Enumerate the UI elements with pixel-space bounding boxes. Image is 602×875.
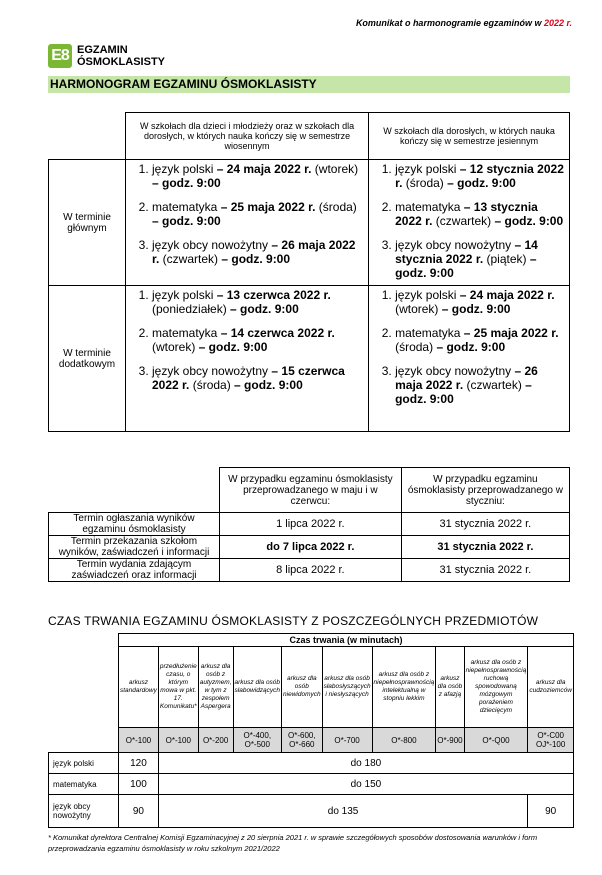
duration-col-head: arkusz dla osób z afazją — [436, 647, 464, 728]
duration-col-head: arkusz dla osób słabosłyszących i niesłyszących — [322, 647, 372, 728]
schedule-item: 2. matematyka – 14 czerwca 2022 r. (wtorek) – godz. 9:00 — [152, 326, 364, 354]
results-row — [49, 513, 570, 536]
results-value-jan: 31 stycznia 2022 r. — [401, 513, 569, 536]
logo-line2: ÓSMOKLASISTY — [77, 56, 166, 68]
duration-col-head: arkusz dla osób z niepełnosprawnością ruchową spowodowaną mózgowym porażeniem dziecięcym — [464, 647, 528, 728]
results-row-label: Termin wydania zdającym zaświadczeń oraz informacji — [49, 559, 220, 582]
logo — [48, 44, 165, 68]
results-table — [48, 467, 570, 582]
schedule-item: 1. język polski – 24 maja 2022 r. (wtorek) – godz. 9:00 — [152, 162, 364, 190]
results-row — [49, 536, 570, 559]
page-title: HARMONOGRAM EGZAMINU ÓSMOKLASISTY — [48, 76, 570, 93]
duration-col-code: O*-900 — [436, 728, 464, 753]
duration-row — [49, 753, 574, 774]
results-value-may: do 7 lipca 2022 r. — [220, 536, 402, 559]
duration-standard: 100 — [119, 774, 159, 795]
schedule-table — [48, 112, 570, 432]
duration-title: CZAS TRWANIA EGZAMINU ÓSMOKLASISTY Z POSZCZEGÓLNYCH PRZEDMIOTÓW — [48, 614, 539, 628]
logo-line1: EGZAMIN — [77, 44, 128, 56]
row-label-main: W terminie głównym — [49, 160, 126, 286]
duration-col-code: O*-800 — [372, 728, 436, 753]
results-value-jan: 31 stycznia 2022 r. — [401, 536, 569, 559]
duration-subject: matematyka — [49, 774, 119, 795]
results-value-jan: 31 stycznia 2022 r. — [401, 559, 569, 582]
extra-autumn-cell — [369, 286, 570, 432]
duration-subject: język obcy nowożytny — [49, 795, 119, 828]
schedule-col-spring: W szkołach dla dzieci i młodzieży oraz w szkołach dla dorosłych, w których nauka kończy się w semestrze wiosennym — [126, 113, 369, 160]
schedule-item: 2. matematyka – 25 maja 2022 r. (środa) – godz. 9:00 — [152, 200, 364, 228]
duration-col-code: O*-100 — [119, 728, 159, 753]
duration-extended: do 150 — [158, 774, 573, 795]
duration-col-head: arkusz dla osób niewidomych — [282, 647, 323, 728]
schedule-item: 1. język polski – 24 maja 2022 r. (wtorek) – godz. 9:00 — [395, 288, 565, 316]
duration-extended: do 180 — [158, 753, 573, 774]
duration-row — [49, 774, 574, 795]
header-year: 2022 r. — [543, 18, 572, 28]
duration-table — [48, 633, 574, 828]
extra-spring-cell — [126, 286, 369, 432]
schedule-item: 2. matematyka – 13 stycznia 2022 r. (czwartek) – godz. 9:00 — [395, 200, 565, 228]
results-row-label: Termin ogłaszania wyników egzaminu ósmoklasisty — [49, 513, 220, 536]
duration-subject: język polski — [49, 753, 119, 774]
duration-col-head: arkusz standardowy — [119, 647, 159, 728]
schedule-item: 3. język obcy nowożytny – 26 maja 2022 r. (czwartek) – godz. 9:00 — [395, 364, 565, 406]
duration-standard: 120 — [119, 753, 159, 774]
main-autumn-cell — [369, 160, 570, 286]
duration-col-head: przedłużenie czasu, o którym mowa w pkt. 17. Komunikatu* — [158, 647, 198, 728]
empty-corner — [49, 113, 126, 160]
schedule-col-autumn: W szkołach dla dorosłych, w których nauka kończy się w semestrze jesiennym — [369, 113, 570, 160]
duration-span: Czas trwania (w minutach) — [119, 634, 574, 647]
schedule-item: 1. język polski – 12 stycznia 2022 r. (środa) – godz. 9:00 — [395, 162, 565, 190]
schedule-item: 3. język obcy nowożytny – 26 maja 2022 r. (czwartek) – godz. 9:00 — [152, 238, 364, 266]
duration-col-head: arkusz dla osób z autyzmem, w tym z zespołem Aspergera — [198, 647, 233, 728]
results-value-may: 1 lipca 2022 r. — [220, 513, 402, 536]
results-col-may: W przypadku egzaminu ósmoklasisty przeprowadzanego w maju i w czerwcu: — [220, 468, 402, 513]
duration-col-head: arkusz dla cudzoziemców — [528, 647, 574, 728]
duration-col-code: O*-Q00 — [464, 728, 528, 753]
header-note: Komunikat o harmonogramie egzaminów w 2022 r. — [355, 18, 572, 28]
main-spring-cell — [126, 160, 369, 286]
schedule-item: 1. język polski – 13 czerwca 2022 r. (poniedziałek) – godz. 9:00 — [152, 288, 364, 316]
schedule-item: 3. język obcy nowożytny – 14 stycznia 2022 r. (piątek) – godz. 9:00 — [395, 238, 565, 280]
results-row — [49, 559, 570, 582]
logo-mark-icon: E8 — [48, 44, 72, 68]
duration-extended: do 135 — [158, 795, 527, 828]
results-row-label: Termin przekazania szkołom wyników, zaświadczeń i informacji — [49, 536, 220, 559]
duration-col-head: arkusz dla osób słabowidzących — [233, 647, 282, 728]
schedule-item: 2. matematyka – 25 maja 2022 r. (środa) – godz. 9:00 — [395, 326, 565, 354]
duration-col-code: O*-100 — [158, 728, 198, 753]
duration-standard: 90 — [119, 795, 159, 828]
duration-col-code: O*-700 — [322, 728, 372, 753]
duration-row — [49, 795, 574, 828]
results-value-may: 8 lipca 2022 r. — [220, 559, 402, 582]
duration-col-code: O*-200 — [198, 728, 233, 753]
footnote: * Komunikat dyrektora Centralnej Komisji Egzaminacyjnej z 20 sierpnia 2021 r. w sprawie szczegółowych sposobów dostosowania warunków i form przeprowadzania egzaminu ósmoklasisty w roku szkolnym 2021/2022 — [48, 833, 538, 853]
duration-col-code: O*-600, O*-660 — [282, 728, 323, 753]
duration-col-code: O*-C00 OJ*-100 — [528, 728, 574, 753]
schedule-item: 3. język obcy nowożytny – 15 czerwca 2022 r. (środa) – godz. 9:00 — [152, 364, 364, 392]
duration-foreigners: 90 — [528, 795, 574, 828]
results-col-jan: W przypadku egzaminu ósmoklasisty przeprowadzanego w styczniu: — [401, 468, 569, 513]
duration-col-code: O*-400, O*-500 — [233, 728, 282, 753]
row-label-extra: W terminie dodatkowym — [49, 286, 126, 432]
duration-col-head: arkusz dla osób z niepełnosprawnością intelektualną w stopniu lekkim — [372, 647, 436, 728]
